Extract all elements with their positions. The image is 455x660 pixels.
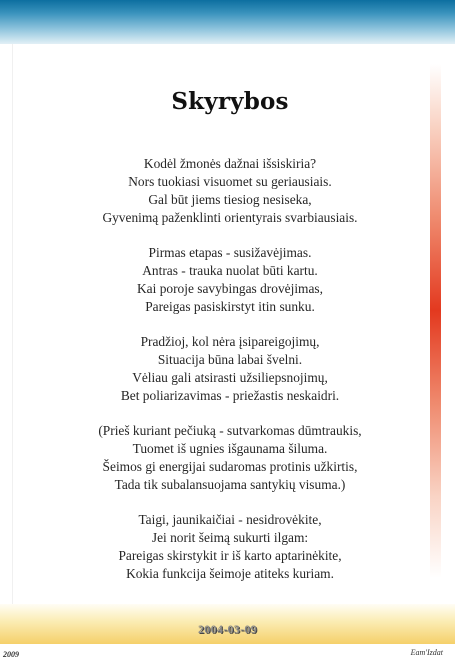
poem [56, 84, 404, 600]
poem-title: Skyrybos [171, 88, 289, 115]
poem-line: Gal būt jiems tiesiog nesiseka, [148, 192, 312, 207]
poem-line: Pirmas etapas - susižavėjimas. [148, 245, 312, 260]
poem-line: (Prieš kuriant pečiuką - sutvarkomas dūmtraukis, [98, 423, 362, 438]
left-margin-strip [0, 44, 13, 604]
poem-line: Šeimos gi energijai sudaromas protinis užkirtis, [102, 459, 358, 474]
poem-line: Kodėl žmonės dažnai išsiskiria? [143, 156, 317, 171]
stanza-4 [56, 422, 404, 494]
poem-line: Tada tik subalansuojama santykių visuma.) [114, 477, 346, 492]
poem-line: Vėliau gali atsirasti užsiliepsnojimų, [132, 370, 328, 385]
footer-year: 2009 [3, 650, 19, 659]
header-band [0, 0, 455, 44]
right-gradient-bar [430, 64, 441, 578]
poem-line: Pareigas skirstykit ir iš karto aptarinėkite, [118, 548, 342, 563]
poem-line: Jei norit šeimą sukurti ilgam: [151, 530, 309, 545]
stanza-5 [56, 511, 404, 583]
poem-line: Kai poroje savybingas drovėjimas, [137, 281, 323, 296]
poem-line: Gyvenimą paženklinti orientyrais svarbiausiais. [102, 210, 358, 225]
poem-line: Kokia funkcija šeimoje atiteks kuriam. [126, 566, 334, 581]
poem-line: Bet poliarizavimas - priežastis neskaidri. [120, 388, 340, 403]
poem-line: Pareigas pasiskirstyt itin sunku. [145, 299, 315, 314]
poem-line: Antras - trauka nuolat būti kartu. [142, 263, 318, 278]
poem-line: Nors tuokiasi visuomet su geriausiais. [128, 174, 332, 189]
poem-line: Pradžioj, kol nėra įsipareigojimų, [140, 334, 320, 349]
poem-line: Situacija būna labai švelni. [157, 352, 303, 367]
stanza-1 [56, 155, 404, 227]
footer-publisher: Eam'Izdat [410, 648, 443, 657]
stanza-2 [56, 244, 404, 316]
poem-line: Taigi, jaunikaičiai - nesidrovėkite, [138, 512, 322, 527]
stanza-3 [56, 333, 404, 405]
poem-line: Tuomet iš ugnies išgaunama šiluma. [132, 441, 328, 456]
poem-date: 2004-03-09 [198, 622, 257, 636]
